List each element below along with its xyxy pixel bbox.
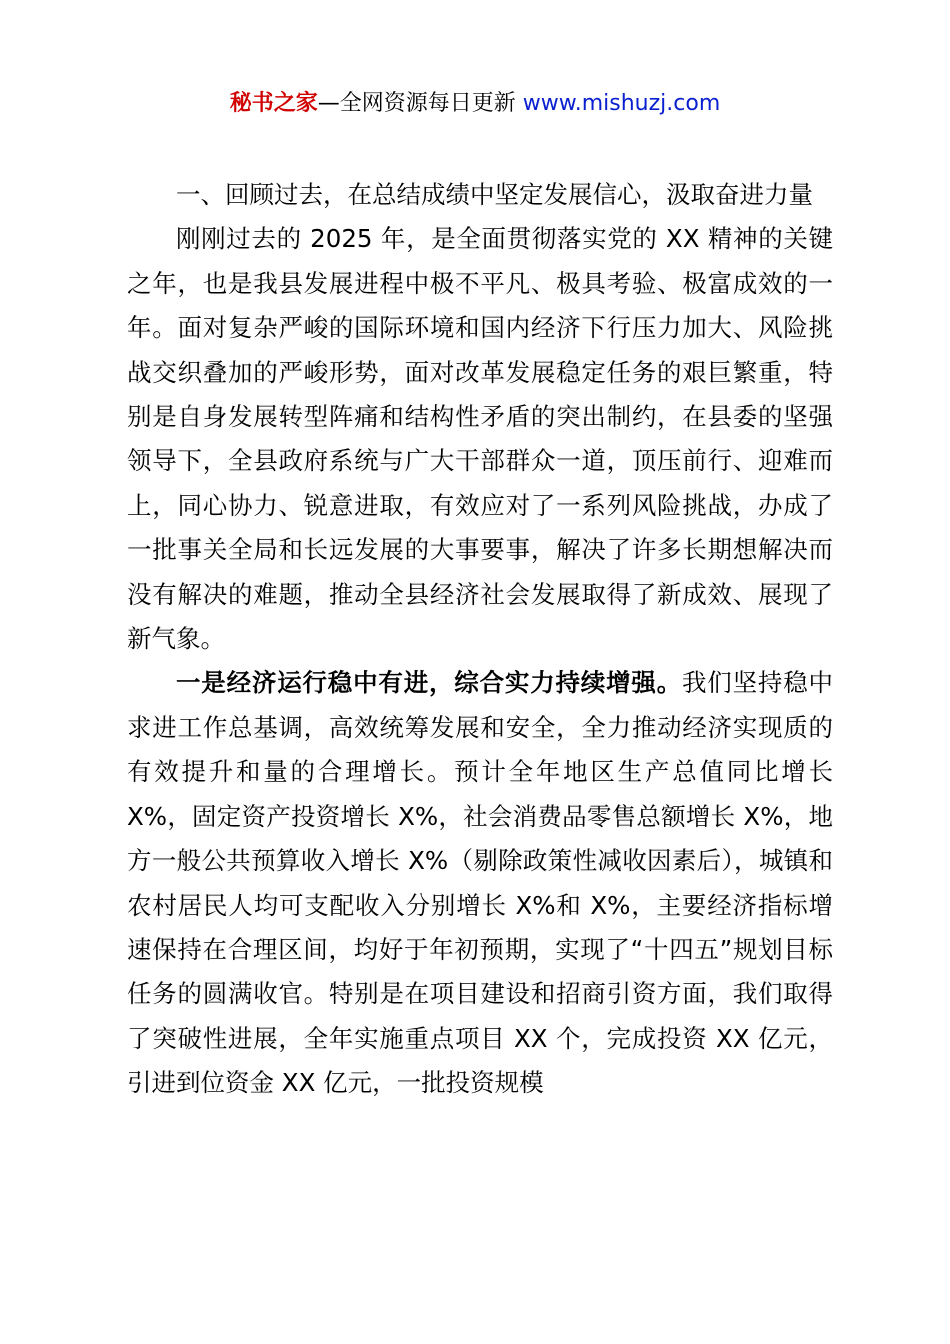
brand-name: 秘书之家 [229, 91, 318, 116]
paragraph-review: 刚刚过去的 2025 年，是全面贯彻落实党的 XX 精神的关键之年，也是我县发展进程中极不平凡、极具考验、极富成效的一年。面对复杂严峻的国际环境和国内经济下行压力加大、风险挑战交织叠加的严峻形势，面对改革发展稳定任务的艰巨繁重，特别是自身发展转型阵痛和结构性矛盾的突出制约，在县委的坚强领导下，全县政府系统与广大干部群众一道，顶压前行、迎难而上，同心协力、锐意进取，有效应对了一系列风险挑战，办成了一批事关全局和长远发展的大事要事，解决了许多长期想解决而没有解决的难题，推动全县经济社会发展取得了新成效、展现了新气象。 [127, 224, 833, 654]
paragraph-economy-body: 我们坚持稳中求进工作总基调，高效统筹发展和安全，全力推动经济实现质的有效提升和量的合理增长。预计全年地区生产总值同比增长 X%，固定资产投资增长 X%，社会消费品零售总额增长 X%，地方一般公共预算收入增长 X%（剔除政策性减收因素后），城镇和农村居民人均可支配收入分别增长 X%和 X%，主要经济指标增速保持在合理区间，均好于年初预期，实现了“十四五”规划目标任务的圆满收官。特别是在项目建设和招商引资方面，我们取得了突破性进展，全年实施重点项目 XX 个，完成投资 XX 亿元，引进到位资金 XX 亿元，一批投资规模 [127, 668, 833, 1098]
section-heading: 一、回顾过去，在总结成绩中坚定发展信心，汲取奋进力量 [176, 180, 813, 209]
header-tagline: —全网资源每日更新 [317, 91, 523, 116]
site-header [0, 88, 950, 120]
site-url-link[interactable]: www.mishuzj.com [522, 91, 721, 116]
document-body [127, 173, 833, 1106]
paragraph-lead-heading: 一是经济运行稳中有进，综合实力持续增强。 [176, 668, 682, 698]
paragraph-economy [127, 661, 833, 1105]
